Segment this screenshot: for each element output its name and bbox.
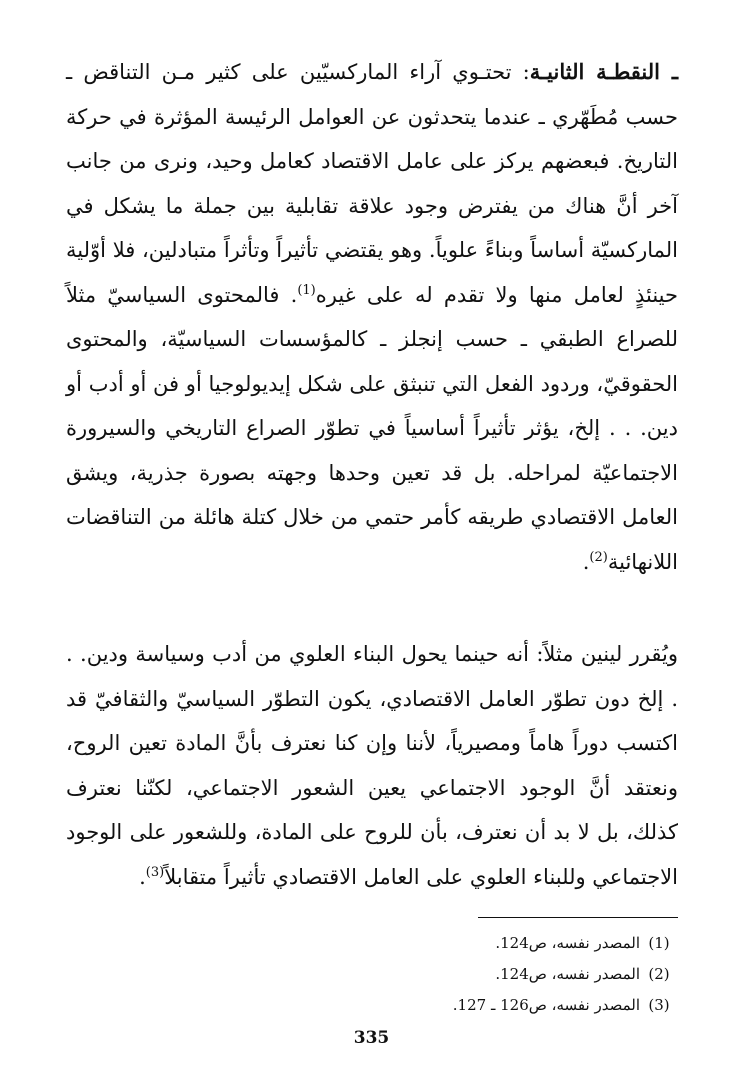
- footnote-ref-2[interactable]: (2): [589, 549, 608, 565]
- footnote-2: [66, 959, 678, 990]
- footnote-ref-1[interactable]: (1): [297, 282, 316, 298]
- footnote-text: المصدر نفسه، ص124.: [495, 934, 640, 952]
- footnote-1: [66, 928, 678, 959]
- footnote-number: (2): [648, 965, 670, 983]
- page-number: 335: [353, 1028, 390, 1048]
- footnote-divider: [478, 917, 678, 918]
- footnote-ref-3[interactable]: (3): [145, 864, 165, 880]
- paragraph-2-end: .: [139, 864, 146, 889]
- paragraph-1-end: .: [582, 549, 590, 574]
- paragraph-1-text-b: . فالمحتوى السياسيّ مثلاً للصراع الطبقي ـ حسب إنجلز ـ كالمؤسسات السياسيّة، والمحتوى الحقوقيّ، وردود الفعل التي تنبثق على شكل إيديولوجيا أو فن أو أدب أو دين. . . إلخ، يؤثر تأثيراً أساسياً في تطوّر الصراع التاريخي والسيرورة الاجتماعيّة لمراحله. بل قد تعين وحدها وجهته بصورة جذرية، ويشق العامل الاقتصادي طريقه كأمر حتمي من خلال كتلة هائلة من التناقضات اللانهائية: [66, 282, 678, 574]
- footnote-number: (3): [648, 996, 670, 1014]
- page-body: [66, 50, 678, 1021]
- footnote-text: المصدر نفسه، ص124.: [495, 965, 640, 983]
- footnote-3: [66, 990, 678, 1021]
- paragraph-1-text-a: : تحتـوي آراء الماركسيّين على كثير مـن التناقض ـ حسب مُطَهّري ـ عندما يتحدثون عن العوامل الرئيسة المؤثرة في حركة التاريخ. فبعضهم يركز على عامل الاقتصاد كعامل وحيد، ونرى من جانب آخر أنَّ هناك من يفترض وجود علاقة تقابلية بين جملة ما يشكل في الماركسيّة أساساً وبناءً علوياً. وهو يقتضي تأثيراً وتأثراً متبادلين، فلا أوّلية حينئذٍ لعامل منها ولا تقدم له على غيره: [66, 60, 678, 307]
- paragraph-2-text-a: ويُقرر لينين مثلاً: أنه حينما يحول البناء العلوي من أدب وسياسة ودين. . . إلخ دون تطوّر العامل الاقتصادي، يكون التطوّر السياسيّ والثقافيّ قد اكتسب دوراً هاماً ومصيرياً، لأننا وإن كنا نعترف بأنَّ المادة تعين الروح، ونعتقد أنَّ الوجود الاجتماعي يعين الشعور الاجتماعي، لكنّنا نعترف كذلك، بل لا بد أن نعترف، بأن للروح على المادة، وللشعور على الوجود الاجتماعي وللبناء العلوي على العامل الاقتصادي تأثيراً متقابلاً: [66, 642, 678, 889]
- section-heading: ـ النقطـة الثانيـة: [529, 59, 678, 84]
- footnote-number: (1): [648, 934, 670, 952]
- footnotes: [66, 928, 678, 1021]
- paragraph-1: [66, 50, 678, 584]
- footnote-text: المصدر نفسه، ص126 ـ 127.: [452, 996, 640, 1014]
- paragraph-2: [66, 632, 678, 899]
